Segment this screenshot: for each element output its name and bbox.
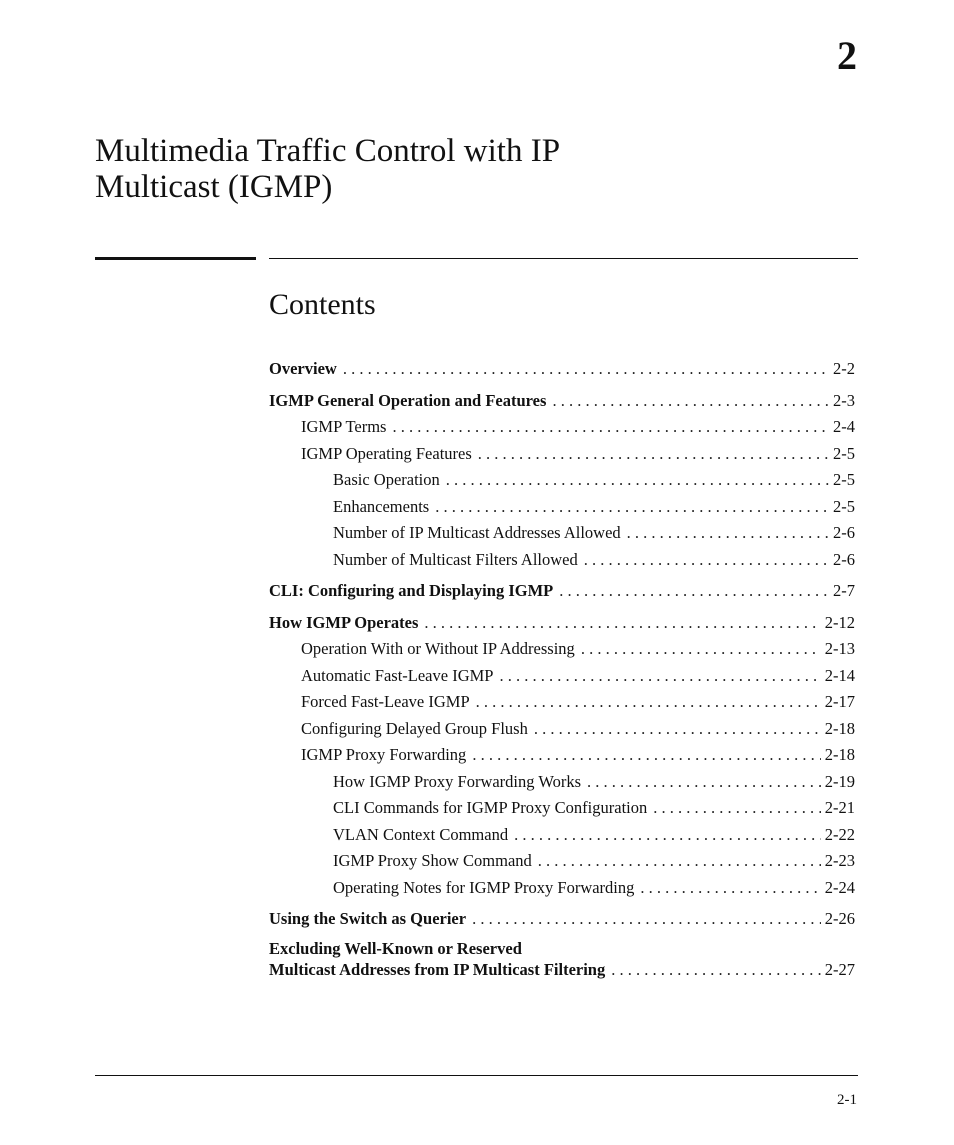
toc-entry-page: 2-23 [824,851,855,870]
toc-entry-label: Automatic Fast-Leave IGMP [301,665,494,685]
toc-entry-page: 2-27 [824,959,855,979]
toc-entry-page: 2-18 [824,745,855,764]
toc-entry-vlan-context-command[interactable] [269,822,855,849]
toc-entry-label: Forced Fast-Leave IGMP [301,692,470,711]
toc-entry-page: 2-5 [833,470,855,489]
toc-entry-label: Number of IP Multicast Addresses Allowed [333,523,621,542]
toc-entry-ip-multicast-addresses[interactable] [269,520,855,547]
toc-entry-label: Operating Notes for IGMP Proxy Forwarding [333,877,635,897]
toc-entry-page: 2-19 [824,771,855,791]
chapter-number: 2 [837,33,857,78]
toc-dot-leader [534,716,821,743]
toc-entry-page: 2-6 [833,549,855,569]
toc-entry-label: Number of Multicast Filters Allowed [333,549,578,569]
toc-dot-leader [392,414,829,441]
toc-dot-leader [611,959,821,980]
toc-entry-overview[interactable] [269,356,855,383]
toc-entry-igmp-operating-features[interactable] [269,441,855,468]
toc-entry-automatic-fast-leave[interactable] [269,663,855,690]
title-rule-thick [95,257,256,260]
toc-entry-label-line-1: Excluding Well-Known or Reserved [269,938,522,958]
toc-entry-igmp-general-operation[interactable] [269,388,855,415]
toc-entry-forced-fast-leave[interactable] [269,689,855,716]
footer-rule [95,1075,858,1076]
title-rule-thin [269,258,858,259]
toc-entry-cli-proxy-configuration[interactable] [269,795,855,822]
toc-entry-page: 2-7 [833,581,855,600]
toc-entry-excluding-reserved-addresses[interactable] [269,938,855,980]
toc-entry-cli-configuring[interactable] [269,578,855,605]
toc-entry-label: IGMP Proxy Forwarding [301,745,467,764]
toc-dot-leader [584,547,829,574]
toc-entry-proxy-forwarding-works[interactable] [269,769,855,796]
toc-entry-label: IGMP Operating Features [301,443,472,463]
toc-entry-label: IGMP Proxy Show Command [333,851,532,870]
toc-entry-page: 2-22 [824,824,855,844]
toc-entry-label-line-2: Multicast Addresses from IP Multicast Filtering [269,959,606,979]
toc-dot-leader [478,441,829,468]
toc-entry-label: Using the Switch as Querier [269,909,467,928]
toc-dot-leader [653,795,821,822]
toc-entry-label: CLI Commands for IGMP Proxy Configuration [333,798,648,817]
toc-entry-label: Overview [269,359,337,378]
toc-dot-leader [476,689,821,716]
toc-entry-enhancements[interactable] [269,494,855,521]
toc-entry-label: CLI: Configuring and Displaying IGMP [269,581,554,600]
toc-entry-label: How IGMP Operates [269,612,419,632]
toc-entry-page: 2-26 [824,909,855,928]
toc-dot-leader [552,388,829,415]
toc-dot-leader [343,356,829,383]
table-of-contents [269,356,855,980]
toc-dot-leader [424,610,820,637]
footer-page-number: 2-1 [837,1092,857,1108]
toc-entry-ip-addressing[interactable] [269,636,855,663]
toc-entry-label: How IGMP Proxy Forwarding Works [333,771,582,791]
toc-dot-leader [587,769,821,796]
toc-entry-page: 2-5 [833,443,855,463]
toc-entry-page: 2-17 [824,692,855,711]
chapter-title-line-1: Multimedia Traffic Control with IP [95,133,561,169]
toc-dot-leader [538,848,821,875]
toc-entry-label: Basic Operation [333,470,440,489]
toc-entry-page: 2-5 [833,496,855,516]
toc-entry-page: 2-12 [824,612,855,632]
toc-entry-proxy-operating-notes[interactable] [269,875,855,902]
toc-entry-page: 2-6 [833,523,855,542]
chapter-title [95,133,715,205]
toc-dot-leader [472,906,821,933]
toc-entry-page: 2-13 [824,639,855,658]
toc-entry-page: 2-14 [824,665,855,685]
toc-dot-leader [559,578,829,605]
toc-entry-label: IGMP Terms [301,417,387,436]
toc-dot-leader [499,663,820,690]
toc-entry-label: Configuring Delayed Group Flush [301,718,528,738]
toc-entry-page: 2-3 [833,390,855,410]
toc-entry-basic-operation[interactable] [269,467,855,494]
toc-entry-page: 2-4 [833,417,855,436]
toc-entry-label: Enhancements [333,496,430,516]
toc-entry-igmp-proxy-forwarding[interactable] [269,742,855,769]
toc-entry-page: 2-21 [824,798,855,817]
toc-dot-leader [581,636,821,663]
toc-entry-proxy-show-command[interactable] [269,848,855,875]
toc-dot-leader [514,822,821,849]
toc-dot-leader [640,875,820,902]
toc-entry-delayed-group-flush[interactable] [269,716,855,743]
toc-entry-label: IGMP General Operation and Features [269,390,547,410]
toc-dot-leader [627,520,829,547]
chapter-title-line-2: Multicast (IGMP) [95,169,333,205]
toc-entry-label: Operation With or Without IP Addressing [301,639,575,658]
toc-entry-page: 2-2 [833,359,855,378]
toc-dot-leader [446,467,829,494]
toc-entry-page: 2-24 [824,877,855,897]
toc-entry-switch-as-querier[interactable] [269,906,855,933]
toc-dot-leader [435,494,829,521]
toc-entry-label: VLAN Context Command [333,824,509,844]
toc-entry-how-igmp-operates[interactable] [269,610,855,637]
toc-entry-multicast-filters[interactable] [269,547,855,574]
toc-entry-igmp-terms[interactable] [269,414,855,441]
contents-heading: Contents [269,288,376,321]
toc-dot-leader [472,742,820,769]
toc-entry-page: 2-18 [824,718,855,738]
